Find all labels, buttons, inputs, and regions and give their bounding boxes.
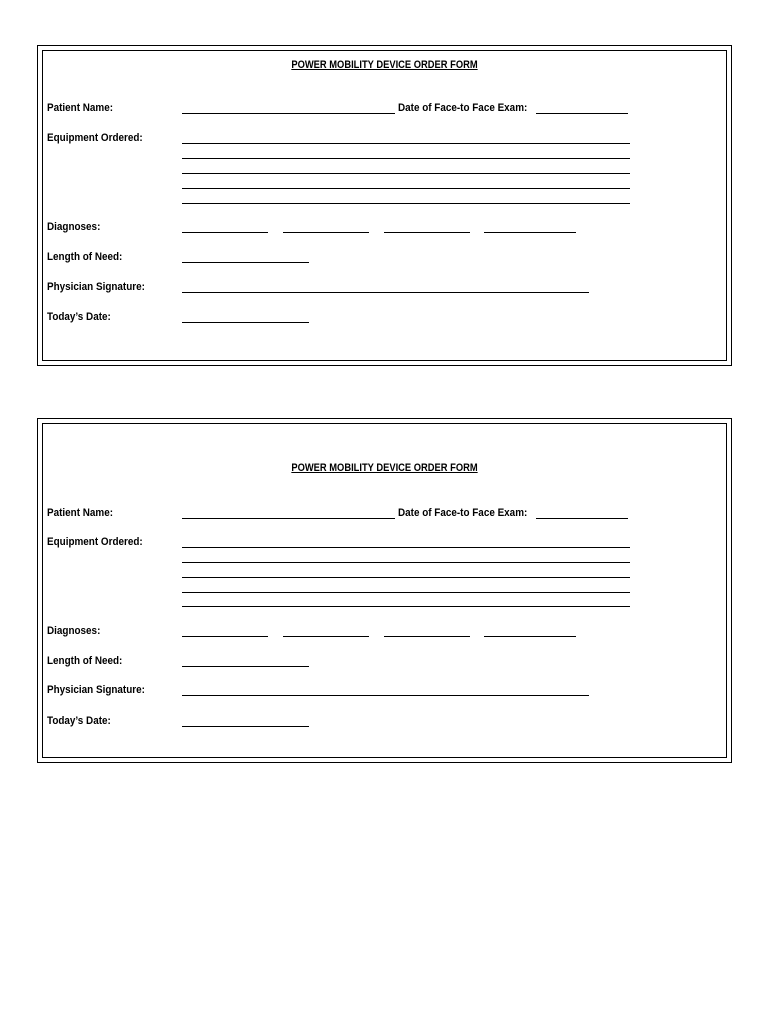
patient-name-label: Patient Name: bbox=[47, 507, 114, 519]
face-to-face-exam-label: Date of Face-to Face Exam: bbox=[398, 507, 528, 519]
todays-date-label: Today’s Date: bbox=[47, 715, 111, 727]
diagnosis-field-2[interactable] bbox=[283, 232, 369, 233]
face-to-face-exam-date-field[interactable] bbox=[536, 518, 628, 519]
diagnosis-field-1[interactable] bbox=[182, 232, 268, 233]
equipment-ordered-field-line-1[interactable] bbox=[182, 547, 630, 548]
diagnosis-field-1[interactable] bbox=[182, 636, 268, 637]
length-of-need-field[interactable] bbox=[182, 262, 309, 263]
face-to-face-exam-label: Date of Face-to Face Exam: bbox=[398, 102, 528, 114]
equipment-ordered-field-line-2[interactable] bbox=[182, 158, 630, 159]
equipment-ordered-field-line-5[interactable] bbox=[182, 606, 630, 607]
equipment-ordered-field-line-2[interactable] bbox=[182, 562, 630, 563]
order-form-2 bbox=[37, 418, 732, 763]
diagnosis-field-2[interactable] bbox=[283, 636, 369, 637]
physician-signature-label: Physician Signature: bbox=[47, 684, 145, 696]
length-of-need-label: Length of Need: bbox=[47, 655, 123, 667]
diagnoses-label: Diagnoses: bbox=[47, 625, 101, 637]
physician-signature-label: Physician Signature: bbox=[47, 281, 145, 293]
diagnosis-field-3[interactable] bbox=[384, 232, 470, 233]
diagnosis-field-4[interactable] bbox=[484, 232, 576, 233]
diagnoses-label: Diagnoses: bbox=[47, 221, 101, 233]
diagnosis-field-4[interactable] bbox=[484, 636, 576, 637]
face-to-face-exam-date-field[interactable] bbox=[536, 113, 628, 114]
patient-name-field[interactable] bbox=[182, 113, 395, 114]
diagnosis-field-3[interactable] bbox=[384, 636, 470, 637]
form-title: POWER MOBILITY DEVICE ORDER FORM bbox=[291, 59, 478, 71]
equipment-ordered-field-line-3[interactable] bbox=[182, 577, 630, 578]
equipment-ordered-field-line-4[interactable] bbox=[182, 188, 630, 189]
todays-date-field[interactable] bbox=[182, 726, 309, 727]
physician-signature-field[interactable] bbox=[182, 292, 589, 293]
length-of-need-label: Length of Need: bbox=[47, 251, 123, 263]
order-form-2-inner-border bbox=[42, 423, 727, 758]
equipment-ordered-label: Equipment Ordered: bbox=[47, 132, 143, 144]
order-form-1-inner-border bbox=[42, 50, 727, 361]
patient-name-label: Patient Name: bbox=[47, 102, 114, 114]
equipment-ordered-field-line-3[interactable] bbox=[182, 173, 630, 174]
equipment-ordered-field-line-1[interactable] bbox=[182, 143, 630, 144]
physician-signature-field[interactable] bbox=[182, 695, 589, 696]
patient-name-field[interactable] bbox=[182, 518, 395, 519]
todays-date-label: Today’s Date: bbox=[47, 311, 111, 323]
order-form-1 bbox=[37, 45, 732, 366]
equipment-ordered-field-line-4[interactable] bbox=[182, 592, 630, 593]
form-title: POWER MOBILITY DEVICE ORDER FORM bbox=[291, 462, 478, 474]
todays-date-field[interactable] bbox=[182, 322, 309, 323]
length-of-need-field[interactable] bbox=[182, 666, 309, 667]
equipment-ordered-label: Equipment Ordered: bbox=[47, 536, 143, 548]
equipment-ordered-field-line-5[interactable] bbox=[182, 203, 630, 204]
